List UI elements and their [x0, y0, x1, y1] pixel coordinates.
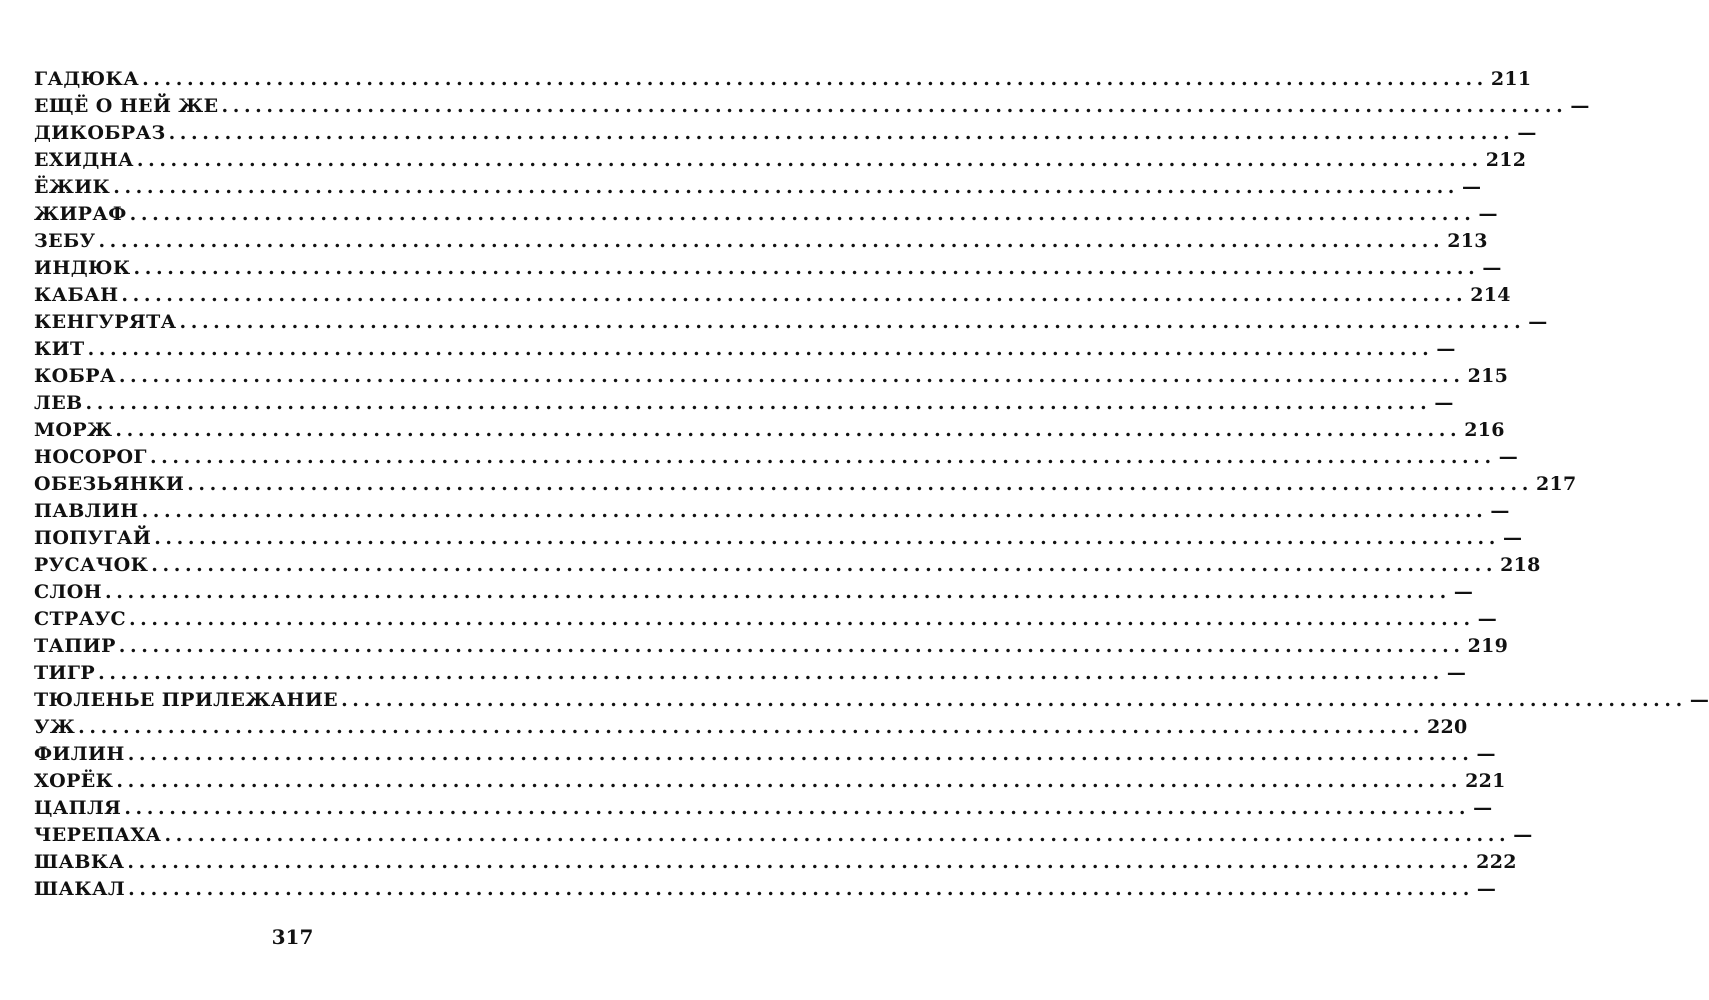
toc-entry-title: ОБЕЗЬЯНКИ: [34, 473, 185, 495]
dot-leader: ........................................................................................................................: [87, 338, 1434, 360]
toc-entry-title: НОСОРОГ: [34, 446, 147, 468]
dot-leader: ........................................................................................................................: [164, 824, 1511, 846]
toc-entry: [34, 606, 1498, 633]
dot-leader: ........................................................................................................................: [221, 95, 1568, 117]
toc-entry-page: —: [1476, 878, 1497, 900]
toc-entry-title: КИТ: [34, 338, 85, 360]
toc-entry: [34, 444, 1519, 471]
toc-entry: [34, 336, 1456, 363]
dot-leader: ........................................................................................................................: [149, 446, 1496, 468]
toc-entry-page: 215: [1467, 365, 1509, 387]
toc-entry-title: ЛЕВ: [34, 392, 83, 414]
toc-entry-page: —: [1502, 527, 1523, 549]
toc-entry-page: —: [1482, 257, 1502, 279]
toc-entry-page: —: [1473, 797, 1493, 819]
toc-entry: [34, 471, 1577, 498]
toc-entry: [34, 147, 1527, 174]
toc-entry-title: КАБАН: [34, 284, 119, 306]
toc-entry: [34, 120, 1537, 147]
toc-entry-page: —: [1498, 446, 1519, 468]
toc-entry: [34, 552, 1541, 579]
toc-entry-page: 220: [1426, 716, 1468, 738]
toc-entry: [34, 174, 1482, 201]
toc-entry-title: ИНДЮК: [34, 257, 131, 279]
dot-leader: ........................................................................................................................: [136, 149, 1483, 171]
toc-entry-page: 219: [1467, 635, 1509, 657]
toc-entry-title: ЖИРАФ: [34, 203, 127, 225]
toc-entry: [34, 228, 1488, 255]
toc-entry-title: ПОПУГАЙ: [34, 527, 152, 549]
toc-entry-page: —: [1453, 581, 1474, 603]
toc-entry: [34, 822, 1533, 849]
dot-leader: ........................................................................................................................: [116, 770, 1463, 792]
toc-entry-page: 216: [1464, 419, 1505, 441]
toc-entry-title: ТАПИР: [34, 635, 116, 657]
toc-entry: [34, 93, 1590, 120]
dot-leader: ........................................................................................................................: [121, 284, 1468, 306]
dot-leader: ........................................................................................................................: [105, 581, 1451, 603]
toc-entry-page: 212: [1485, 149, 1527, 171]
dot-leader: ........................................................................................................................: [85, 392, 1432, 414]
toc-entry: [34, 633, 1509, 660]
toc-entry-page: —: [1517, 122, 1537, 144]
dot-leader: ........................................................................................................................: [113, 176, 1460, 198]
toc-entry: [34, 309, 1548, 336]
toc-entry-page: 213: [1447, 230, 1488, 252]
toc-entry: [34, 795, 1493, 822]
toc-entry-title: СТРАУС: [34, 608, 126, 630]
dot-leader: ........................................................................................................................: [187, 473, 1533, 495]
dot-leader: ........................................................................................................................: [127, 743, 1474, 765]
dot-leader: ........................................................................................................................: [115, 419, 1462, 441]
toc-entry-page: —: [1436, 338, 1456, 360]
dot-leader: ........................................................................................................................: [124, 797, 1471, 819]
toc-entry-page: 217: [1535, 473, 1577, 495]
toc-entry-page: —: [1513, 824, 1533, 846]
toc-entry: [34, 66, 1532, 93]
page-number: 317: [271, 925, 314, 949]
toc-entry-page: 222: [1476, 851, 1517, 873]
dot-leader: ........................................................................................................................: [98, 230, 1445, 252]
toc-entry-title: ДИКОБРАЗ: [34, 122, 166, 144]
toc-entry-title: ФИЛИН: [34, 743, 125, 765]
toc-entry: [34, 282, 1511, 309]
toc-entry-title: ТЮЛЕНЬЕ ПРИЛЕЖАНИЕ: [34, 689, 339, 711]
toc-entry: [34, 660, 1467, 687]
toc-entry-page: —: [1434, 392, 1454, 414]
toc-entry-title: СЛОН: [34, 581, 103, 603]
toc-entry: [34, 255, 1502, 282]
toc-entry-page: —: [1476, 743, 1496, 765]
toc-entry-title: ЗЕБУ: [34, 230, 96, 252]
toc-entry-page: —: [1570, 95, 1590, 117]
toc-entry-page: —: [1446, 662, 1467, 684]
table-of-contents: [34, 66, 1709, 903]
dot-leader: ........................................................................................................................: [133, 257, 1480, 279]
dot-leader: ........................................................................................................................: [154, 527, 1500, 549]
dot-leader: ........................................................................................................................: [78, 716, 1424, 738]
toc-entry: [34, 849, 1517, 876]
toc-entry-title: ЧЕРЕПАХА: [34, 824, 162, 846]
dot-leader: ........................................................................................................................: [127, 851, 1474, 873]
toc-entry-page: 218: [1500, 554, 1541, 576]
toc-entry: [34, 579, 1474, 606]
toc-entry-title: ТИГР: [34, 662, 96, 684]
toc-entry: [34, 417, 1505, 444]
dot-leader: ........................................................................................................................: [118, 635, 1465, 657]
toc-entry: [34, 525, 1523, 552]
dot-leader: ........................................................................................................................: [179, 311, 1526, 333]
toc-entry-page: —: [1689, 689, 1709, 711]
toc-entry: [34, 768, 1506, 795]
toc-entry-title: ШАКАЛ: [34, 878, 126, 900]
dot-leader: ........................................................................................................................: [142, 68, 1488, 90]
toc-entry-page: —: [1478, 203, 1498, 225]
toc-entry-page: 221: [1465, 770, 1506, 792]
toc-entry-title: РУСАЧОК: [34, 554, 149, 576]
toc-entry: [34, 390, 1454, 417]
dot-leader: ........................................................................................................................: [128, 878, 1474, 900]
dot-leader: ........................................................................................................................: [168, 122, 1515, 144]
toc-entry-page: —: [1462, 176, 1482, 198]
dot-leader: ........................................................................................................................: [341, 689, 1687, 711]
dot-leader: ........................................................................................................................: [118, 365, 1465, 387]
toc-entry-title: ГАДЮКА: [34, 68, 140, 90]
toc-entry-title: УЖ: [34, 716, 76, 738]
toc-entry-title: ЕХИДНА: [34, 149, 134, 171]
dot-leader: ........................................................................................................................: [151, 554, 1498, 576]
dot-leader: ........................................................................................................................: [141, 500, 1488, 522]
toc-entry-title: ШАВКА: [34, 851, 125, 873]
toc-entry: [34, 741, 1496, 768]
toc-entry: [34, 714, 1468, 741]
toc-entry-title: ХОРЁК: [34, 770, 114, 792]
toc-entry-title: ЕЩЁ О НЕЙ ЖЕ: [34, 95, 219, 117]
toc-entry-title: КЕНГУРЯТА: [34, 311, 177, 333]
dot-leader: ........................................................................................................................: [128, 608, 1475, 630]
toc-entry-page: —: [1490, 500, 1510, 522]
toc-entry-page: —: [1477, 608, 1498, 630]
toc-entry: [34, 876, 1497, 903]
toc-entry-title: ПАВЛИН: [34, 500, 139, 522]
toc-entry: [34, 363, 1509, 390]
toc-entry: [34, 498, 1510, 525]
toc-entry: [34, 687, 1709, 714]
toc-entry-page: 214: [1470, 284, 1511, 306]
dot-leader: ........................................................................................................................: [129, 203, 1476, 225]
toc-entry-title: МОРЖ: [34, 419, 113, 441]
toc-entry-page: 211: [1490, 68, 1532, 90]
toc-entry-title: КОБРА: [34, 365, 116, 387]
toc-entry-page: —: [1528, 311, 1548, 333]
dot-leader: ........................................................................................................................: [98, 662, 1444, 684]
toc-entry-title: ЦАПЛЯ: [34, 797, 122, 819]
toc-entry-title: ЁЖИК: [34, 176, 111, 198]
toc-entry: [34, 201, 1498, 228]
